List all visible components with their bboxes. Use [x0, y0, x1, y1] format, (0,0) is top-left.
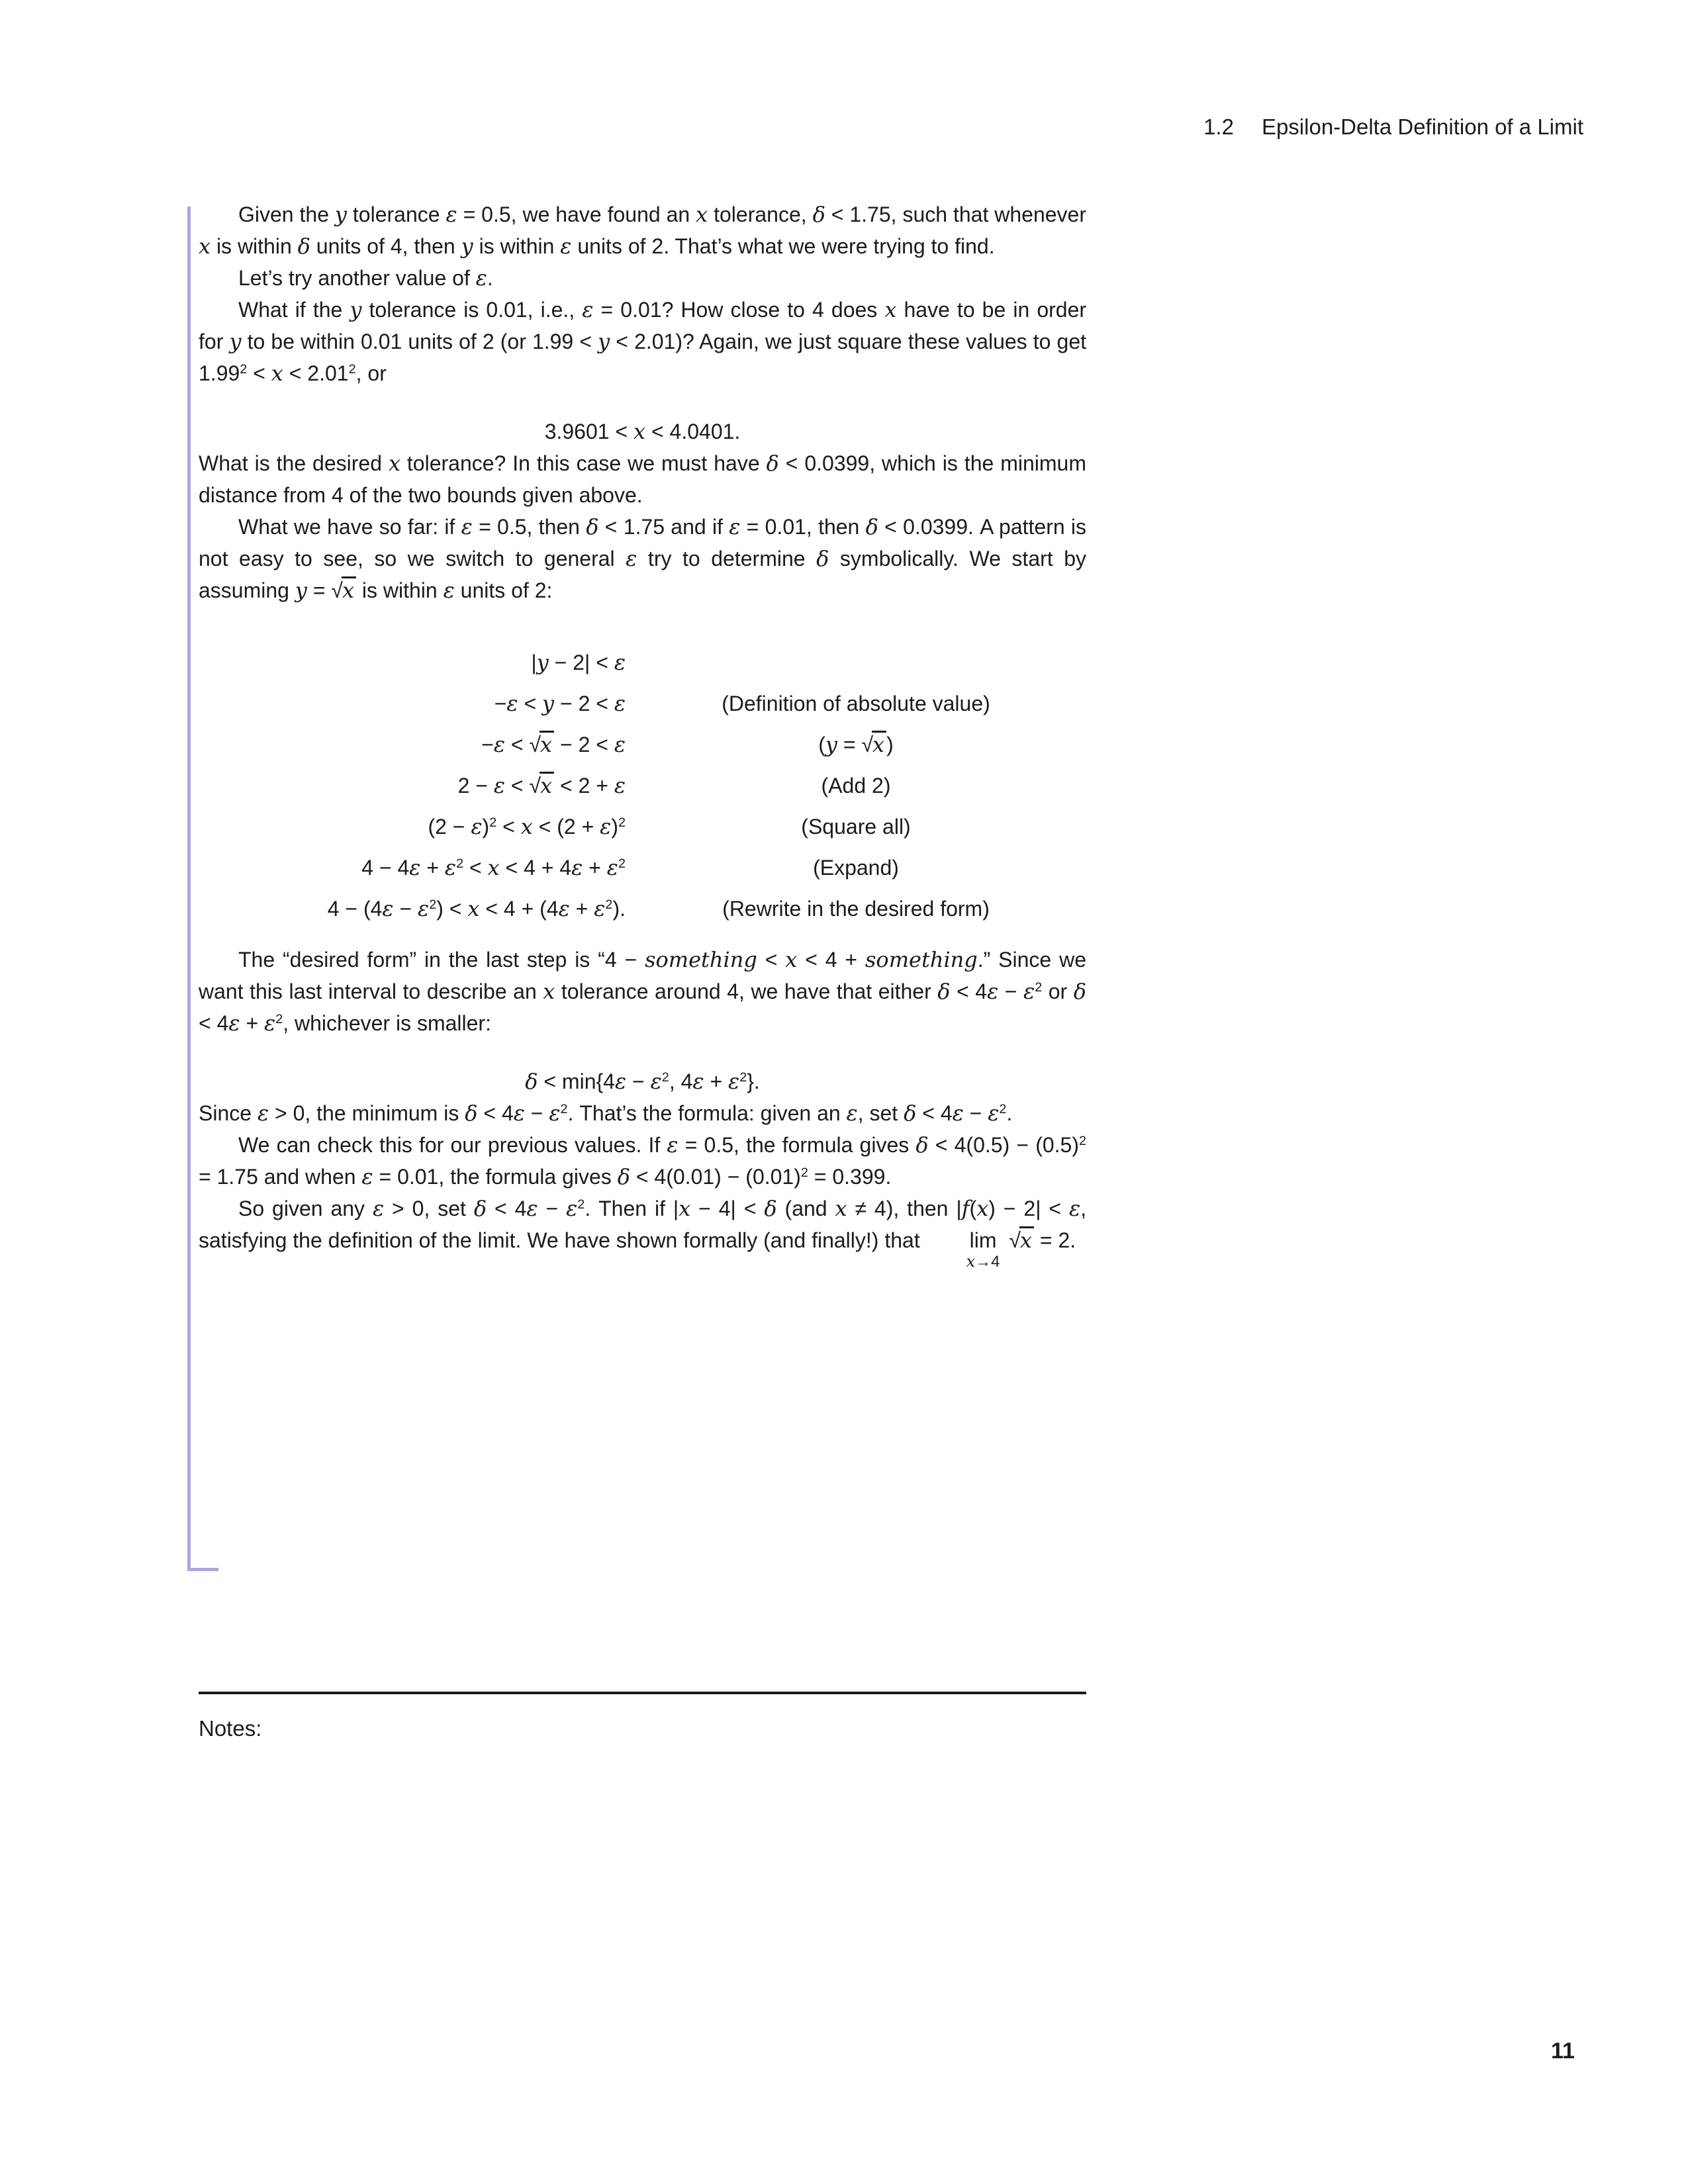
sqrt-x: √x — [331, 576, 356, 602]
paragraph: Given the y tolerance ε = 0.5, we have found an x tolerance, δ < 1.75, such that whenever x is within δ units of 4, then y is within ε units of 2. That’s what we were trying to find. — [199, 202, 1087, 259]
equation-note: (y = √x) — [818, 732, 894, 757]
paragraph: What we have so far: if ε = 0.5, then δ < 1.75 and if ε = 0.01, then δ < 0.0399. A pattern is not easy to see, so we switch to general ε try to determine δ symbolically. We start by assuming y = √x is within ε units of 2: — [199, 514, 1087, 603]
equation-note: (Square all) — [801, 815, 911, 839]
derivation-row — [199, 765, 1086, 806]
limit-expression: lim x→4 — [966, 1228, 1000, 1271]
running-header — [1203, 114, 1583, 140]
paragraph: What if the y tolerance is 0.01, i.e., ε = 0.01? How close to 4 does x have to be in order for y to be within 0.01 units of 2 (or 1.99 < y < 2.01)? Again, we just square these values to get $1.99^2 < x < 2.01^2$, or — [199, 297, 1087, 386]
paragraph: Since ε > 0, the minimum is $\delta < 4\varepsilon - \varepsilon^2$. That’s the formula: given an ε, set $\delta < 4\varepsilon - \varepsilon^2$. — [199, 1101, 1013, 1126]
equation-note: (Expand) — [813, 856, 899, 880]
page-number: 11 — [1551, 2038, 1575, 2064]
equation: −ε < y − 2 < ε — [494, 691, 626, 716]
sqrt-x: √x — [529, 772, 554, 797]
section-number: 1.2 — [1203, 114, 1234, 139]
display-equation: 3.9601 < x < 4.0401. — [544, 419, 741, 444]
equation-derivation — [199, 642, 1086, 929]
derivation-row — [199, 888, 1086, 929]
equation-note: (Rewrite in the desired form) — [722, 897, 990, 921]
paragraph: Let’s try another value of ε. — [238, 265, 493, 291]
equation-note: (Definition of absolute value) — [722, 692, 990, 715]
sqrt-x: √x — [1009, 1226, 1034, 1252]
derivation-row — [199, 847, 1086, 888]
equation-note: (Add 2) — [821, 774, 891, 797]
equation: −ε < √x − 2 < ε — [481, 732, 626, 757]
equation: $4 - 4\varepsilon + \varepsilon^2 < x < 4 + 4\varepsilon + \varepsilon^2$ — [361, 855, 626, 880]
equation: $(2 - \varepsilon)^2 < x < (2 + \varepsilon)^2$ — [428, 814, 626, 839]
equation: $4 - (4\varepsilon - \varepsilon^2) < x < 4 + (4\varepsilon + \varepsilon^2)$. — [327, 896, 626, 921]
equation: 2 − ε < √x < 2 + ε — [457, 773, 626, 798]
notes-label: Notes: — [199, 1716, 262, 1741]
derivation-row — [199, 724, 1086, 765]
paragraph: What is the desired x tolerance? In this case we must have δ < 0.0399, which is the minimum distance from 4 of the two bounds given above. — [199, 451, 1087, 507]
derivation-row — [199, 642, 1086, 683]
equation: |y − 2| < ε — [531, 650, 626, 675]
example-margin-line-foot — [187, 1568, 218, 1571]
sqrt-x: √x — [529, 731, 554, 756]
derivation-row — [199, 683, 1086, 724]
paragraph: So given any ε > 0, set $\delta < 4\varepsilon - \varepsilon^2$. Then if |x − 4| < δ (and x ≠ 4), then |f(x) − 2| < ε, satisfying the definition of the limit. We have shown formally (and finally!) that lim x→4 √x = 2. — [199, 1196, 1087, 1271]
paragraph: We can check this for our previous values. If ε = 0.5, the formula gives $\delta < 4(0.5) - (0.5)^2 = 1.75$ and when ε = 0.01, the formula gives $\delta < 4(0.01) - (0.01)^2 = 0.399$. — [199, 1132, 1087, 1189]
notes-divider — [199, 1692, 1086, 1694]
sqrt-x: √x — [861, 731, 886, 756]
derivation-row — [199, 806, 1086, 847]
paragraph: The “desired form” in the last step is “4 − something < x < 4 + something.” Since we want this last interval to describe an x tolerance around 4, we have that either $\delta < 4\varepsilon - \varepsilon^2$ or $\delta < 4\varepsilon + \varepsilon^2$, whichever is smaller: — [199, 947, 1087, 1036]
display-equation: $\delta < \min\{4\varepsilon - \varepsilon^2$, $4\varepsilon + \varepsilon^2$}. — [525, 1069, 760, 1094]
example-margin-line — [187, 206, 191, 1571]
section-title: Epsilon-Delta Definition of a Limit — [1261, 114, 1583, 139]
body-text-column — [199, 199, 1087, 1271]
